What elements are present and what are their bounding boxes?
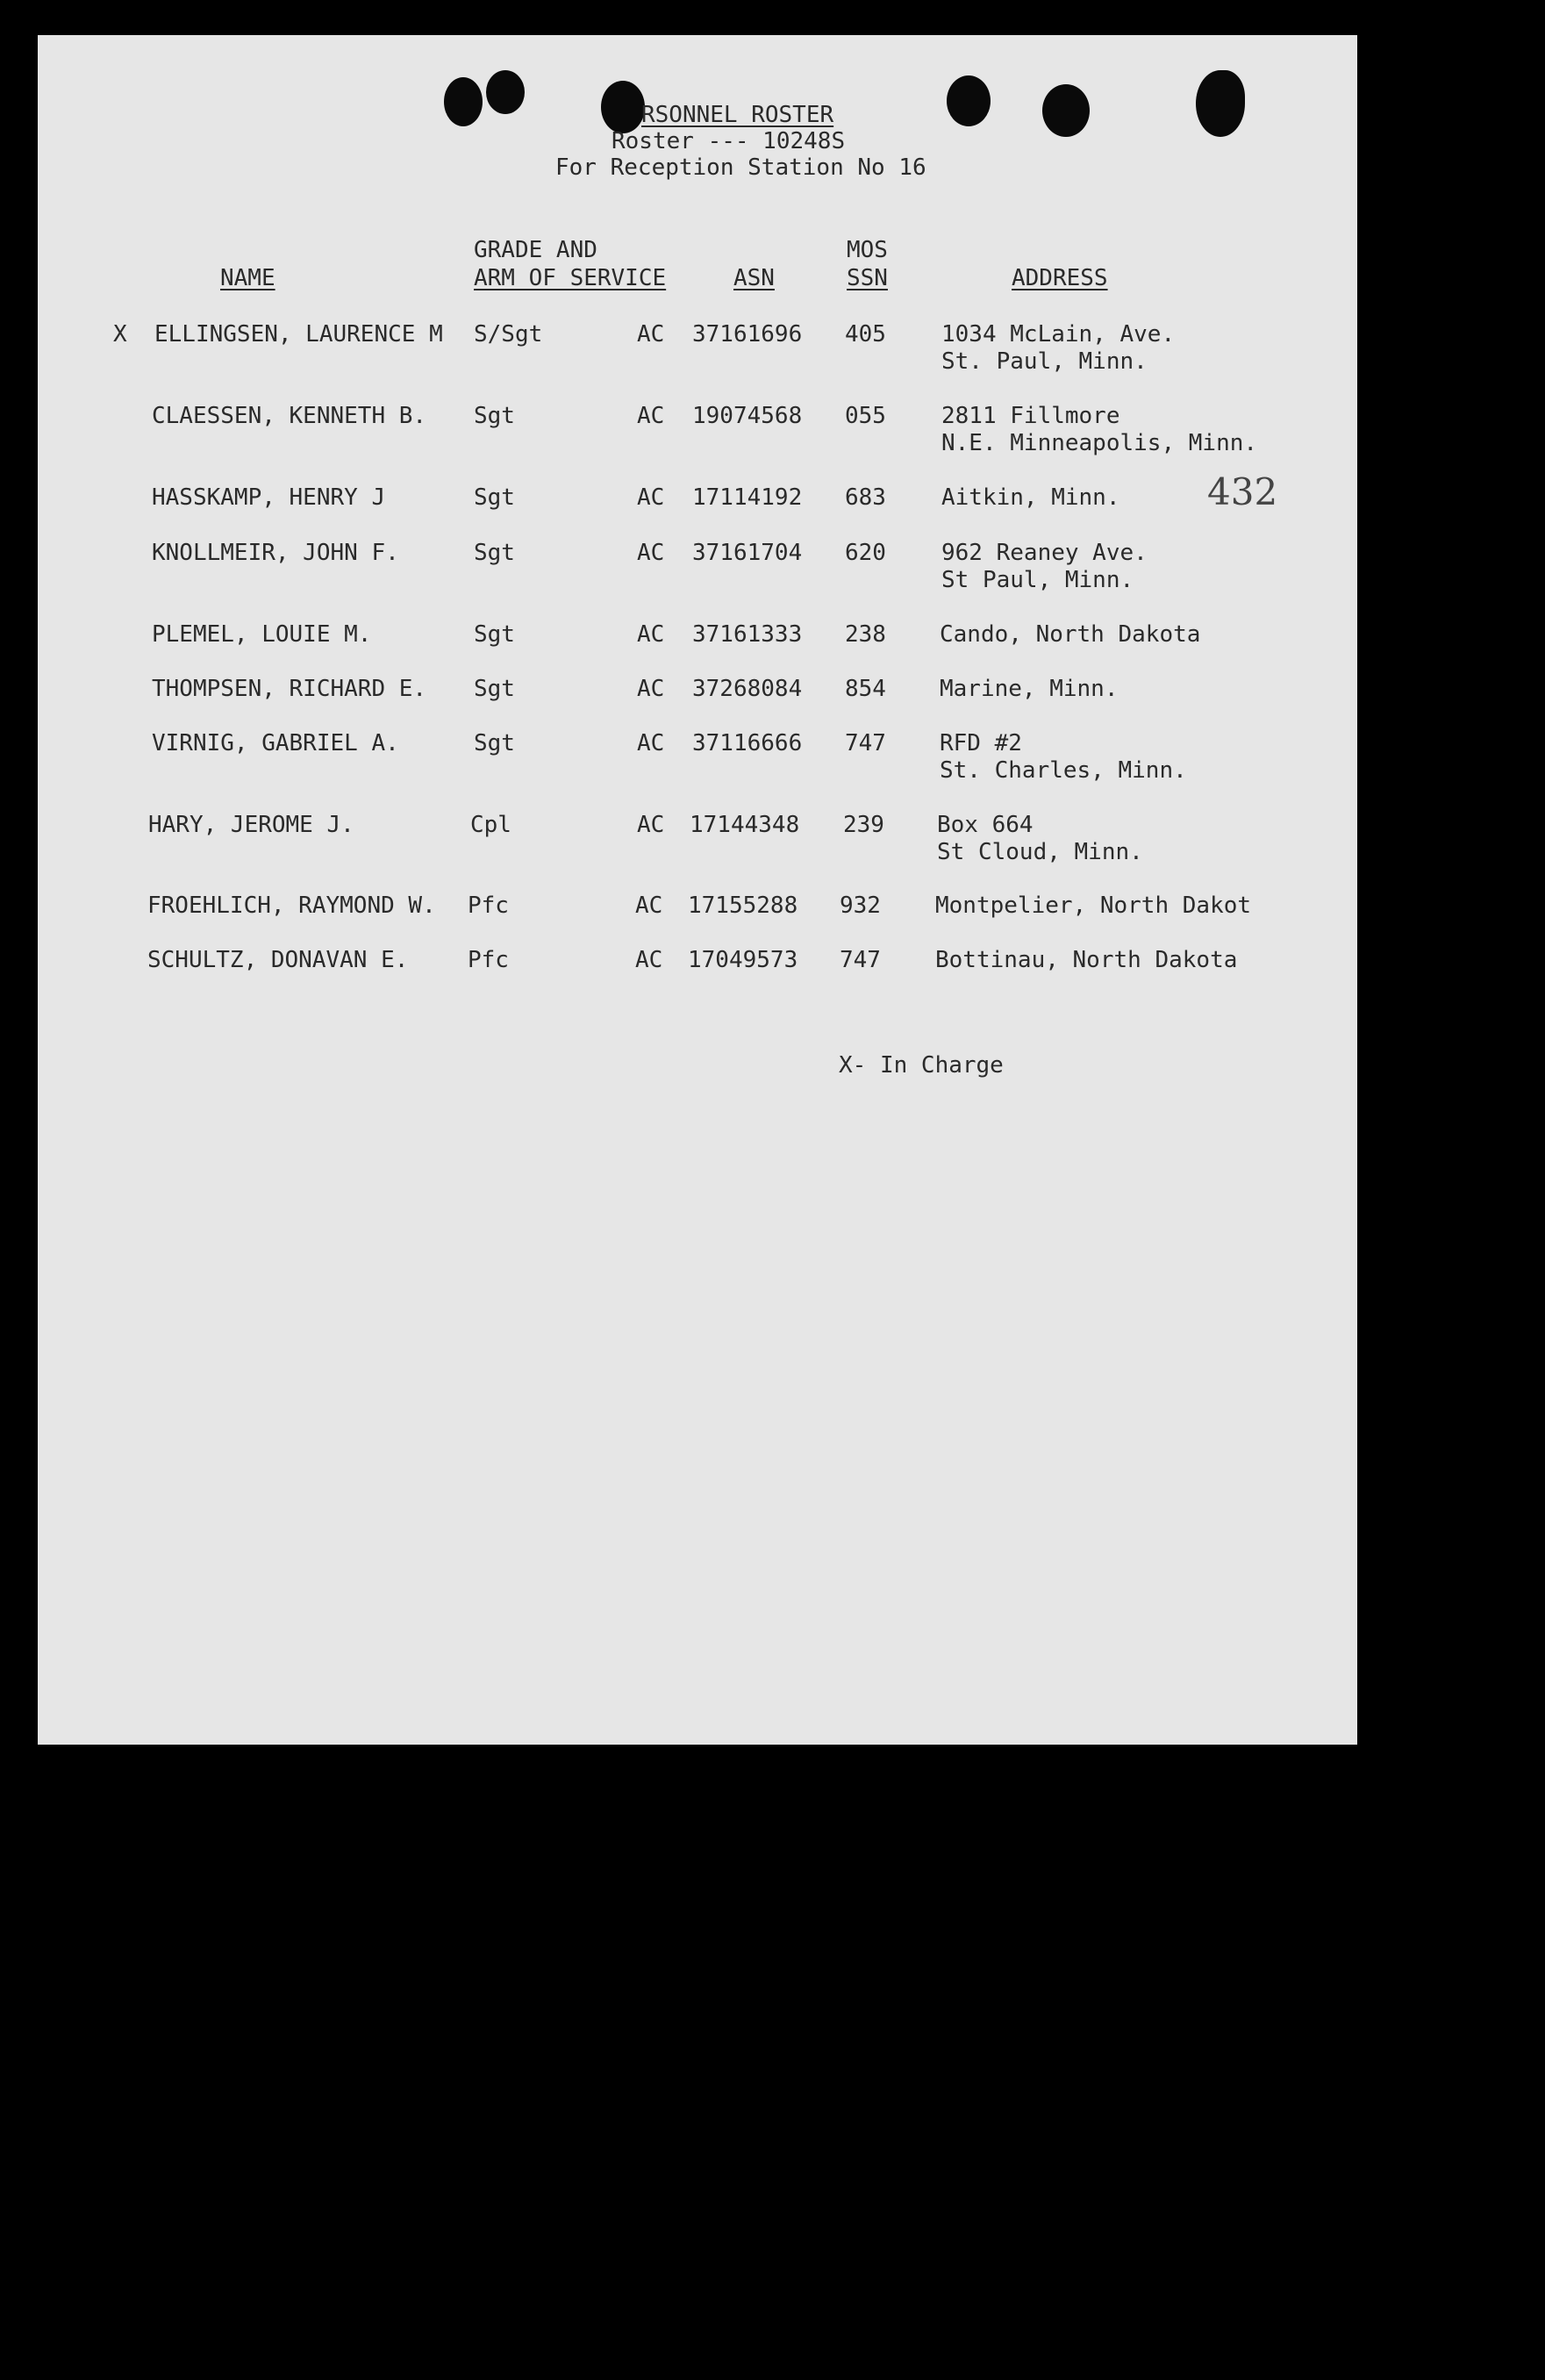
column-header-name: NAME [220, 265, 275, 291]
row-mos: 683 [845, 484, 886, 511]
column-header-address: ADDRESS [1012, 265, 1108, 291]
column-header-arm: ARM OF SERVICE [474, 265, 667, 291]
row-name: HASSKAMP, HENRY J [152, 484, 386, 511]
column-header-ssn: SSN [847, 265, 888, 291]
row-mos: 747 [840, 947, 881, 973]
row-name: SCHULTZ, DONAVAN E. [147, 947, 409, 973]
row-name: PLEMEL, LOUIE M. [152, 621, 372, 648]
row-mos: 932 [840, 892, 881, 919]
row-arm: AC [637, 676, 665, 702]
row-arm: AC [637, 321, 665, 348]
row-arm: AC [635, 947, 663, 973]
row-address-line1: 962 Reaney Ave. [941, 540, 1148, 566]
row-asn: 19074568 [692, 403, 803, 429]
row-asn: 17144348 [690, 812, 800, 838]
roster-title: RSONNEL ROSTER [641, 102, 834, 128]
row-arm: AC [637, 403, 665, 429]
row-mos: 055 [845, 403, 886, 429]
row-arm: AC [637, 730, 665, 756]
roster-page [38, 35, 1357, 1745]
row-asn: 37268084 [692, 676, 803, 702]
row-name: ELLINGSEN, LAURENCE M [154, 321, 443, 348]
row-grade: Sgt [474, 484, 515, 511]
row-address-line1: 2811 Fillmore [941, 403, 1120, 429]
row-grade: Pfc [468, 892, 509, 919]
row-name: THOMPSEN, RICHARD E. [152, 676, 427, 702]
row-grade: Sgt [474, 676, 515, 702]
row-asn: 17049573 [688, 947, 798, 973]
row-mos: 239 [843, 812, 884, 838]
punch-hole [1196, 70, 1245, 137]
row-mos: 238 [845, 621, 886, 648]
row-grade: Cpl [470, 812, 511, 838]
row-grade: Sgt [474, 403, 515, 429]
row-grade: Sgt [474, 540, 515, 566]
row-arm: AC [637, 484, 665, 511]
column-header-asn: ASN [733, 265, 775, 291]
station-line: For Reception Station No 16 [555, 154, 926, 181]
roster-number: Roster --- 10248S [612, 128, 846, 154]
row-asn: 17114192 [692, 484, 803, 511]
row-address-line2: St. Paul, Minn. [941, 348, 1148, 375]
row-arm: AC [635, 892, 663, 919]
row-address-line1: 1034 McLain, Ave. [941, 321, 1176, 348]
row-asn: 37161704 [692, 540, 803, 566]
row-name: HARY, JEROME J. [148, 812, 354, 838]
row-address-line2: N.E. Minneapolis, Minn. [941, 430, 1258, 456]
row-arm: AC [637, 621, 665, 648]
row-address-line1: Montpelier, North Dakot [935, 892, 1252, 919]
row-grade: Sgt [474, 621, 515, 648]
row-address-line1: Bottinau, North Dakota [935, 947, 1238, 973]
row-grade: Pfc [468, 947, 509, 973]
punch-hole [1042, 84, 1090, 137]
punch-hole [601, 81, 645, 133]
row-asn: 37161333 [692, 621, 803, 648]
row-address-line1: Box 664 [937, 812, 1034, 838]
row-address-line1: Aitkin, Minn. [941, 484, 1120, 511]
row-mos: 854 [845, 676, 886, 702]
row-name: CLAESSEN, KENNETH B. [152, 403, 427, 429]
row-name: FROEHLICH, RAYMOND W. [147, 892, 436, 919]
stamped-page-number: 432 [1207, 470, 1278, 513]
row-mos: 405 [845, 321, 886, 348]
row-asn: 17155288 [688, 892, 798, 919]
row-address-line2: St Paul, Minn. [941, 567, 1134, 593]
row-address-line2: St. Charles, Minn. [940, 757, 1187, 784]
row-name: KNOLLMEIR, JOHN F. [152, 540, 399, 566]
row-arm: AC [637, 540, 665, 566]
row-grade: S/Sgt [474, 321, 543, 348]
column-header-grade: GRADE AND [474, 237, 597, 263]
punch-hole [444, 77, 483, 126]
row-address-line1: Marine, Minn. [940, 676, 1119, 702]
row-mos: 747 [845, 730, 886, 756]
row-address-line1: RFD #2 [940, 730, 1022, 756]
in-charge-footnote: X- In Charge [839, 1052, 1004, 1079]
row-grade: Sgt [474, 730, 515, 756]
row-mos: 620 [845, 540, 886, 566]
punch-hole [947, 75, 991, 126]
row-arm: AC [637, 812, 665, 838]
row-asn: 37116666 [692, 730, 803, 756]
row-name: VIRNIG, GABRIEL A. [152, 730, 399, 756]
punch-hole [486, 70, 525, 114]
in-charge-mark: X [113, 321, 127, 348]
row-address-line2: St Cloud, Minn. [937, 839, 1143, 865]
row-address-line1: Cando, North Dakota [940, 621, 1201, 648]
column-header-mos: MOS [847, 237, 888, 263]
row-asn: 37161696 [692, 321, 803, 348]
